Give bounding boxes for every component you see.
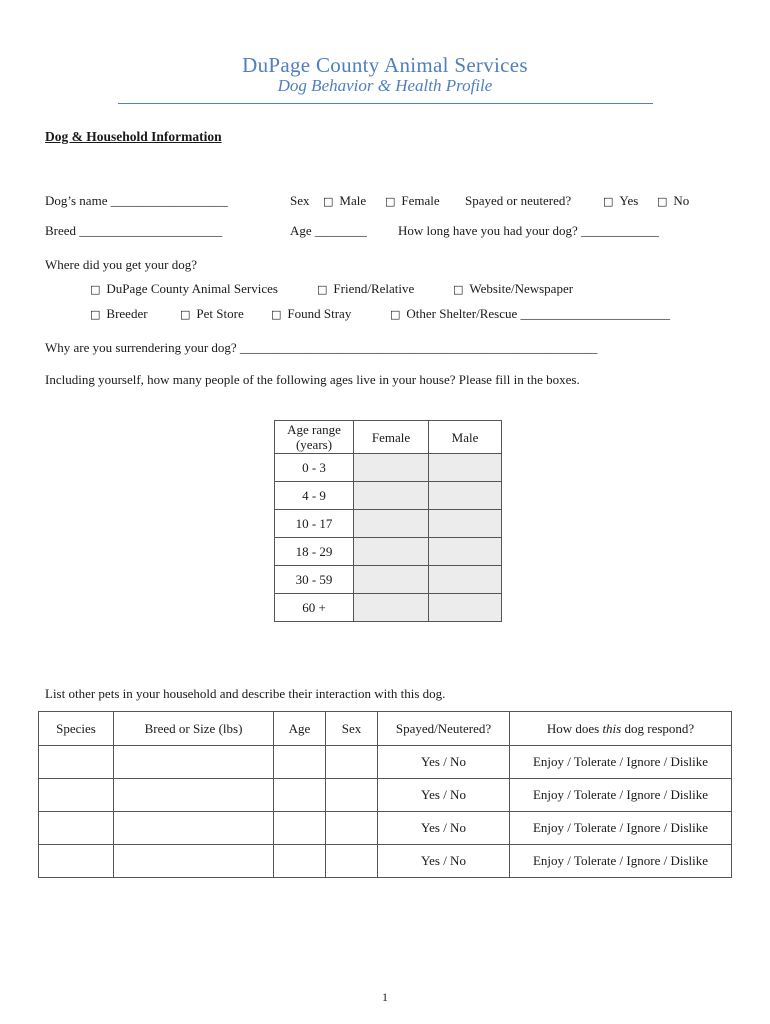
species-cell[interactable] bbox=[39, 746, 114, 779]
male-count-cell[interactable] bbox=[429, 510, 502, 538]
source-option-breeder[interactable] bbox=[90, 306, 148, 322]
age-cell[interactable] bbox=[274, 779, 326, 812]
spayed-label: Spayed or neutered? bbox=[465, 193, 572, 208]
age-range-cell: 10 - 17 bbox=[275, 510, 354, 538]
checkbox-icon[interactable]: □ bbox=[385, 195, 396, 208]
option-label: Breeder bbox=[106, 306, 148, 321]
female-count-cell[interactable] bbox=[354, 482, 429, 510]
sex-cell[interactable] bbox=[326, 845, 378, 878]
dog-name-field[interactable]: Dog’s name __________________ bbox=[45, 193, 228, 208]
breed-size-cell[interactable] bbox=[114, 812, 274, 845]
age-range-cell: 4 - 9 bbox=[275, 482, 354, 510]
source-question: Where did you get your dog? bbox=[45, 257, 197, 272]
option-label: Female bbox=[401, 193, 440, 208]
option-label: No bbox=[673, 193, 690, 208]
checkbox-icon[interactable]: □ bbox=[323, 195, 334, 208]
option-label: Other Shelter/Rescue _______________________ bbox=[406, 306, 670, 321]
spayed-cell[interactable]: Yes / No bbox=[378, 746, 510, 779]
source-option-found-stray[interactable] bbox=[271, 306, 351, 322]
spayed-cell[interactable]: Yes / No bbox=[378, 779, 510, 812]
option-label: DuPage County Animal Services bbox=[106, 281, 278, 296]
female-count-cell[interactable] bbox=[354, 594, 429, 622]
header-divider bbox=[118, 103, 653, 104]
table-row bbox=[275, 454, 502, 482]
checkbox-icon[interactable]: □ bbox=[453, 283, 464, 296]
male-header: Male bbox=[429, 421, 502, 454]
age-range-cell: 60 + bbox=[275, 594, 354, 622]
spayed-no-option[interactable] bbox=[657, 193, 689, 209]
source-option-other-shelter[interactable] bbox=[390, 306, 670, 322]
age-field[interactable]: Age ________ bbox=[290, 223, 367, 238]
sex-cell[interactable] bbox=[326, 746, 378, 779]
species-cell[interactable] bbox=[39, 845, 114, 878]
response-header: How does this dog respond? bbox=[510, 712, 732, 746]
species-header: Species bbox=[39, 712, 114, 746]
household-age-table bbox=[274, 420, 502, 622]
table-row bbox=[39, 746, 732, 779]
female-count-cell[interactable] bbox=[354, 454, 429, 482]
sex-cell[interactable] bbox=[326, 812, 378, 845]
male-count-cell[interactable] bbox=[429, 566, 502, 594]
option-label: Website/Newspaper bbox=[469, 281, 574, 296]
source-option-pet-store[interactable] bbox=[180, 306, 244, 322]
age-range-cell: 0 - 3 bbox=[275, 454, 354, 482]
species-cell[interactable] bbox=[39, 812, 114, 845]
section-heading: Dog & Household Information bbox=[45, 129, 222, 144]
source-option-dupage[interactable] bbox=[90, 281, 278, 297]
breed-size-cell[interactable] bbox=[114, 746, 274, 779]
age-header: Age bbox=[274, 712, 326, 746]
spayed-yes-option[interactable] bbox=[603, 193, 638, 209]
table-row bbox=[275, 538, 502, 566]
checkbox-icon[interactable]: □ bbox=[390, 308, 401, 321]
checkbox-icon[interactable]: □ bbox=[271, 308, 282, 321]
household-question: Including yourself, how many people of the following ages live in your house? Please fill in the boxes. bbox=[45, 372, 580, 387]
response-cell[interactable]: Enjoy / Tolerate / Ignore / Dislike bbox=[510, 845, 732, 878]
option-label: Yes bbox=[619, 193, 639, 208]
age-range-cell: 30 - 59 bbox=[275, 566, 354, 594]
form-title: DuPage County Animal Services bbox=[242, 53, 528, 77]
female-count-cell[interactable] bbox=[354, 566, 429, 594]
option-label: Found Stray bbox=[287, 306, 352, 321]
checkbox-icon[interactable]: □ bbox=[657, 195, 668, 208]
age-range-cell: 18 - 29 bbox=[275, 538, 354, 566]
table-row bbox=[275, 566, 502, 594]
pets-prompt: List other pets in your household and describe their interaction with this dog. bbox=[45, 686, 446, 701]
table-row bbox=[275, 482, 502, 510]
table-row bbox=[39, 779, 732, 812]
breed-size-cell[interactable] bbox=[114, 845, 274, 878]
form-subtitle: Dog Behavior & Health Profile bbox=[277, 76, 493, 95]
spayed-cell[interactable]: Yes / No bbox=[378, 812, 510, 845]
sex-female-option[interactable] bbox=[385, 193, 440, 209]
female-count-cell[interactable] bbox=[354, 538, 429, 566]
checkbox-icon[interactable]: □ bbox=[180, 308, 191, 321]
source-option-friend[interactable] bbox=[317, 281, 414, 297]
male-count-cell[interactable] bbox=[429, 454, 502, 482]
age-range-header: Age range (years) bbox=[275, 421, 354, 454]
response-cell[interactable]: Enjoy / Tolerate / Ignore / Dislike bbox=[510, 779, 732, 812]
table-row bbox=[39, 812, 732, 845]
how-long-field[interactable]: How long have you had your dog? ____________ bbox=[398, 223, 660, 238]
breed-size-header: Breed or Size (lbs) bbox=[114, 712, 274, 746]
age-cell[interactable] bbox=[274, 812, 326, 845]
response-cell[interactable]: Enjoy / Tolerate / Ignore / Dislike bbox=[510, 746, 732, 779]
response-cell[interactable]: Enjoy / Tolerate / Ignore / Dislike bbox=[510, 812, 732, 845]
male-count-cell[interactable] bbox=[429, 538, 502, 566]
breed-size-cell[interactable] bbox=[114, 779, 274, 812]
page-number: 1 bbox=[382, 990, 388, 1004]
female-header: Female bbox=[354, 421, 429, 454]
sex-header: Sex bbox=[326, 712, 378, 746]
spayed-cell[interactable]: Yes / No bbox=[378, 845, 510, 878]
checkbox-icon[interactable]: □ bbox=[90, 308, 101, 321]
checkbox-icon[interactable]: □ bbox=[90, 283, 101, 296]
breed-field[interactable]: Breed ______________________ bbox=[45, 223, 223, 238]
male-count-cell[interactable] bbox=[429, 594, 502, 622]
surrender-reason-field[interactable]: Why are you surrendering your dog? _______________________________________________________ bbox=[45, 340, 598, 355]
table-row bbox=[39, 845, 732, 878]
spayed-neutered-header: Spayed/Neutered? bbox=[378, 712, 510, 746]
option-label: Male bbox=[339, 193, 367, 208]
male-count-cell[interactable] bbox=[429, 482, 502, 510]
checkbox-icon[interactable]: □ bbox=[317, 283, 328, 296]
sex-male-option[interactable] bbox=[323, 193, 366, 209]
sex-cell[interactable] bbox=[326, 779, 378, 812]
table-row bbox=[275, 594, 502, 622]
source-option-website[interactable] bbox=[453, 281, 573, 297]
species-cell[interactable] bbox=[39, 779, 114, 812]
option-label: Friend/Relative bbox=[333, 281, 415, 296]
age-cell[interactable] bbox=[274, 746, 326, 779]
table-row bbox=[275, 510, 502, 538]
sex-label: Sex bbox=[290, 193, 310, 208]
option-label: Pet Store bbox=[196, 306, 244, 321]
checkbox-icon[interactable]: □ bbox=[603, 195, 614, 208]
other-pets-table bbox=[38, 711, 732, 878]
female-count-cell[interactable] bbox=[354, 510, 429, 538]
age-cell[interactable] bbox=[274, 845, 326, 878]
